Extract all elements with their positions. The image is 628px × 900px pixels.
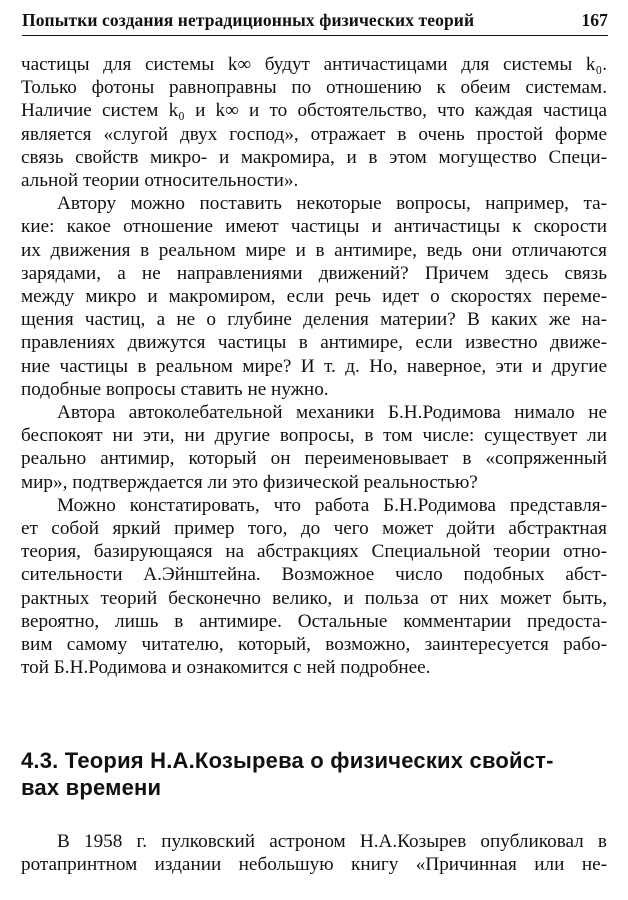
- text-line: В 1958 г. пулковский астроном Н.А.Козырев опубликовал в: [57, 831, 607, 852]
- paragraph-kozyrev-intro: [21, 830, 607, 876]
- text-line: вим самому читателю, который, возможно, заинтересуется рабо-: [21, 634, 607, 656]
- paragraph-continuation: [21, 53, 607, 192]
- paragraph-rodimov-unconcerned: [21, 401, 607, 494]
- running-title: Попытки создания нетрадиционных физических теорий: [22, 10, 475, 30]
- text-line: является «слугой двух господ», отражает в очень простой форме: [21, 123, 607, 145]
- text-line: реально антимир, который он переименовывает в «сопряженный: [21, 448, 607, 470]
- text-line: Можно констатировать, что работа Б.Н.Родимова представля-: [57, 494, 607, 516]
- section-heading-line: 4.3. Теория Н.А.Козырева о физических свойст-: [21, 748, 554, 773]
- text-line: ние частицы в реальном мире? И т. д. Но, наверное, эти и другие: [21, 355, 607, 377]
- text-line: рактных теорий бесконечно велико, и польза от них может быть,: [21, 587, 607, 609]
- text-line: той Б.Н.Родимова и ознакомится с ней подробнее.: [21, 657, 431, 679]
- main-text: [21, 53, 607, 679]
- page-number: 167: [581, 10, 608, 30]
- text-line: между микро и макромиром, если речь идет о скоростях переме-: [21, 286, 607, 308]
- section-heading: [21, 747, 607, 801]
- text-line: щения частиц, а не о глубине деления материи? В каких же на-: [21, 309, 607, 331]
- text-line: сительности А.Эйнштейна. Возможное число подобных абст-: [21, 564, 607, 586]
- text-line: ротапринтном издании небольшую книгу «Причинная или не-: [21, 854, 607, 876]
- text-line: теория, базирующаяся на абстракциях Специальной теории отно-: [21, 541, 607, 563]
- section-heading-line: вах времени: [21, 775, 162, 800]
- text-line: ет собой яркий пример того, до чего может дойти абстрактная: [21, 518, 607, 540]
- paragraph-conclusion: [21, 494, 607, 680]
- text-line: мир», подтверждается ли это физической реальностью?: [21, 471, 478, 493]
- running-header: [22, 6, 608, 36]
- section-text: [21, 830, 607, 876]
- text-line: их движения в реальном мире и в антимире, ведь они отличаются: [21, 239, 607, 261]
- text-line: вероятно, лишь в антимире. Остальные комментарии предоста-: [21, 610, 607, 632]
- text-line: альной теории относительности».: [21, 170, 299, 192]
- text-line: Только фотоны равноправны по отношению к обеим системам.: [21, 77, 607, 99]
- text-line: Автору можно поставить некоторые вопросы, например, та-: [57, 193, 607, 215]
- text-line: зарядами, а не направлениями движений? Причем здесь связь: [21, 262, 607, 284]
- paragraph-questions: [21, 192, 607, 401]
- text-line: беспокоят ни эти, ни другие вопросы, в том числе: существует ли: [21, 425, 607, 447]
- text-line: правлениях движутся частицы в антимире, если известно движе-: [21, 332, 607, 354]
- text-line: кие: какое отношение имеют частицы и античастицы к скорости: [21, 216, 607, 238]
- text-line: Автора автоколебательной механики Б.Н.Родимова нимало не: [57, 402, 607, 424]
- text-line: связь свойств микро- и макромира, и в этом могущество Специ-: [21, 146, 607, 168]
- text-line: Наличие систем k₀ и k∞ и то обстоятельство, что каждая частица: [21, 100, 607, 122]
- text-line: частицы для системы k∞ будут античастицами для системы k₀.: [21, 54, 607, 75]
- text-line: подобные вопросы ставить не нужно.: [21, 378, 329, 400]
